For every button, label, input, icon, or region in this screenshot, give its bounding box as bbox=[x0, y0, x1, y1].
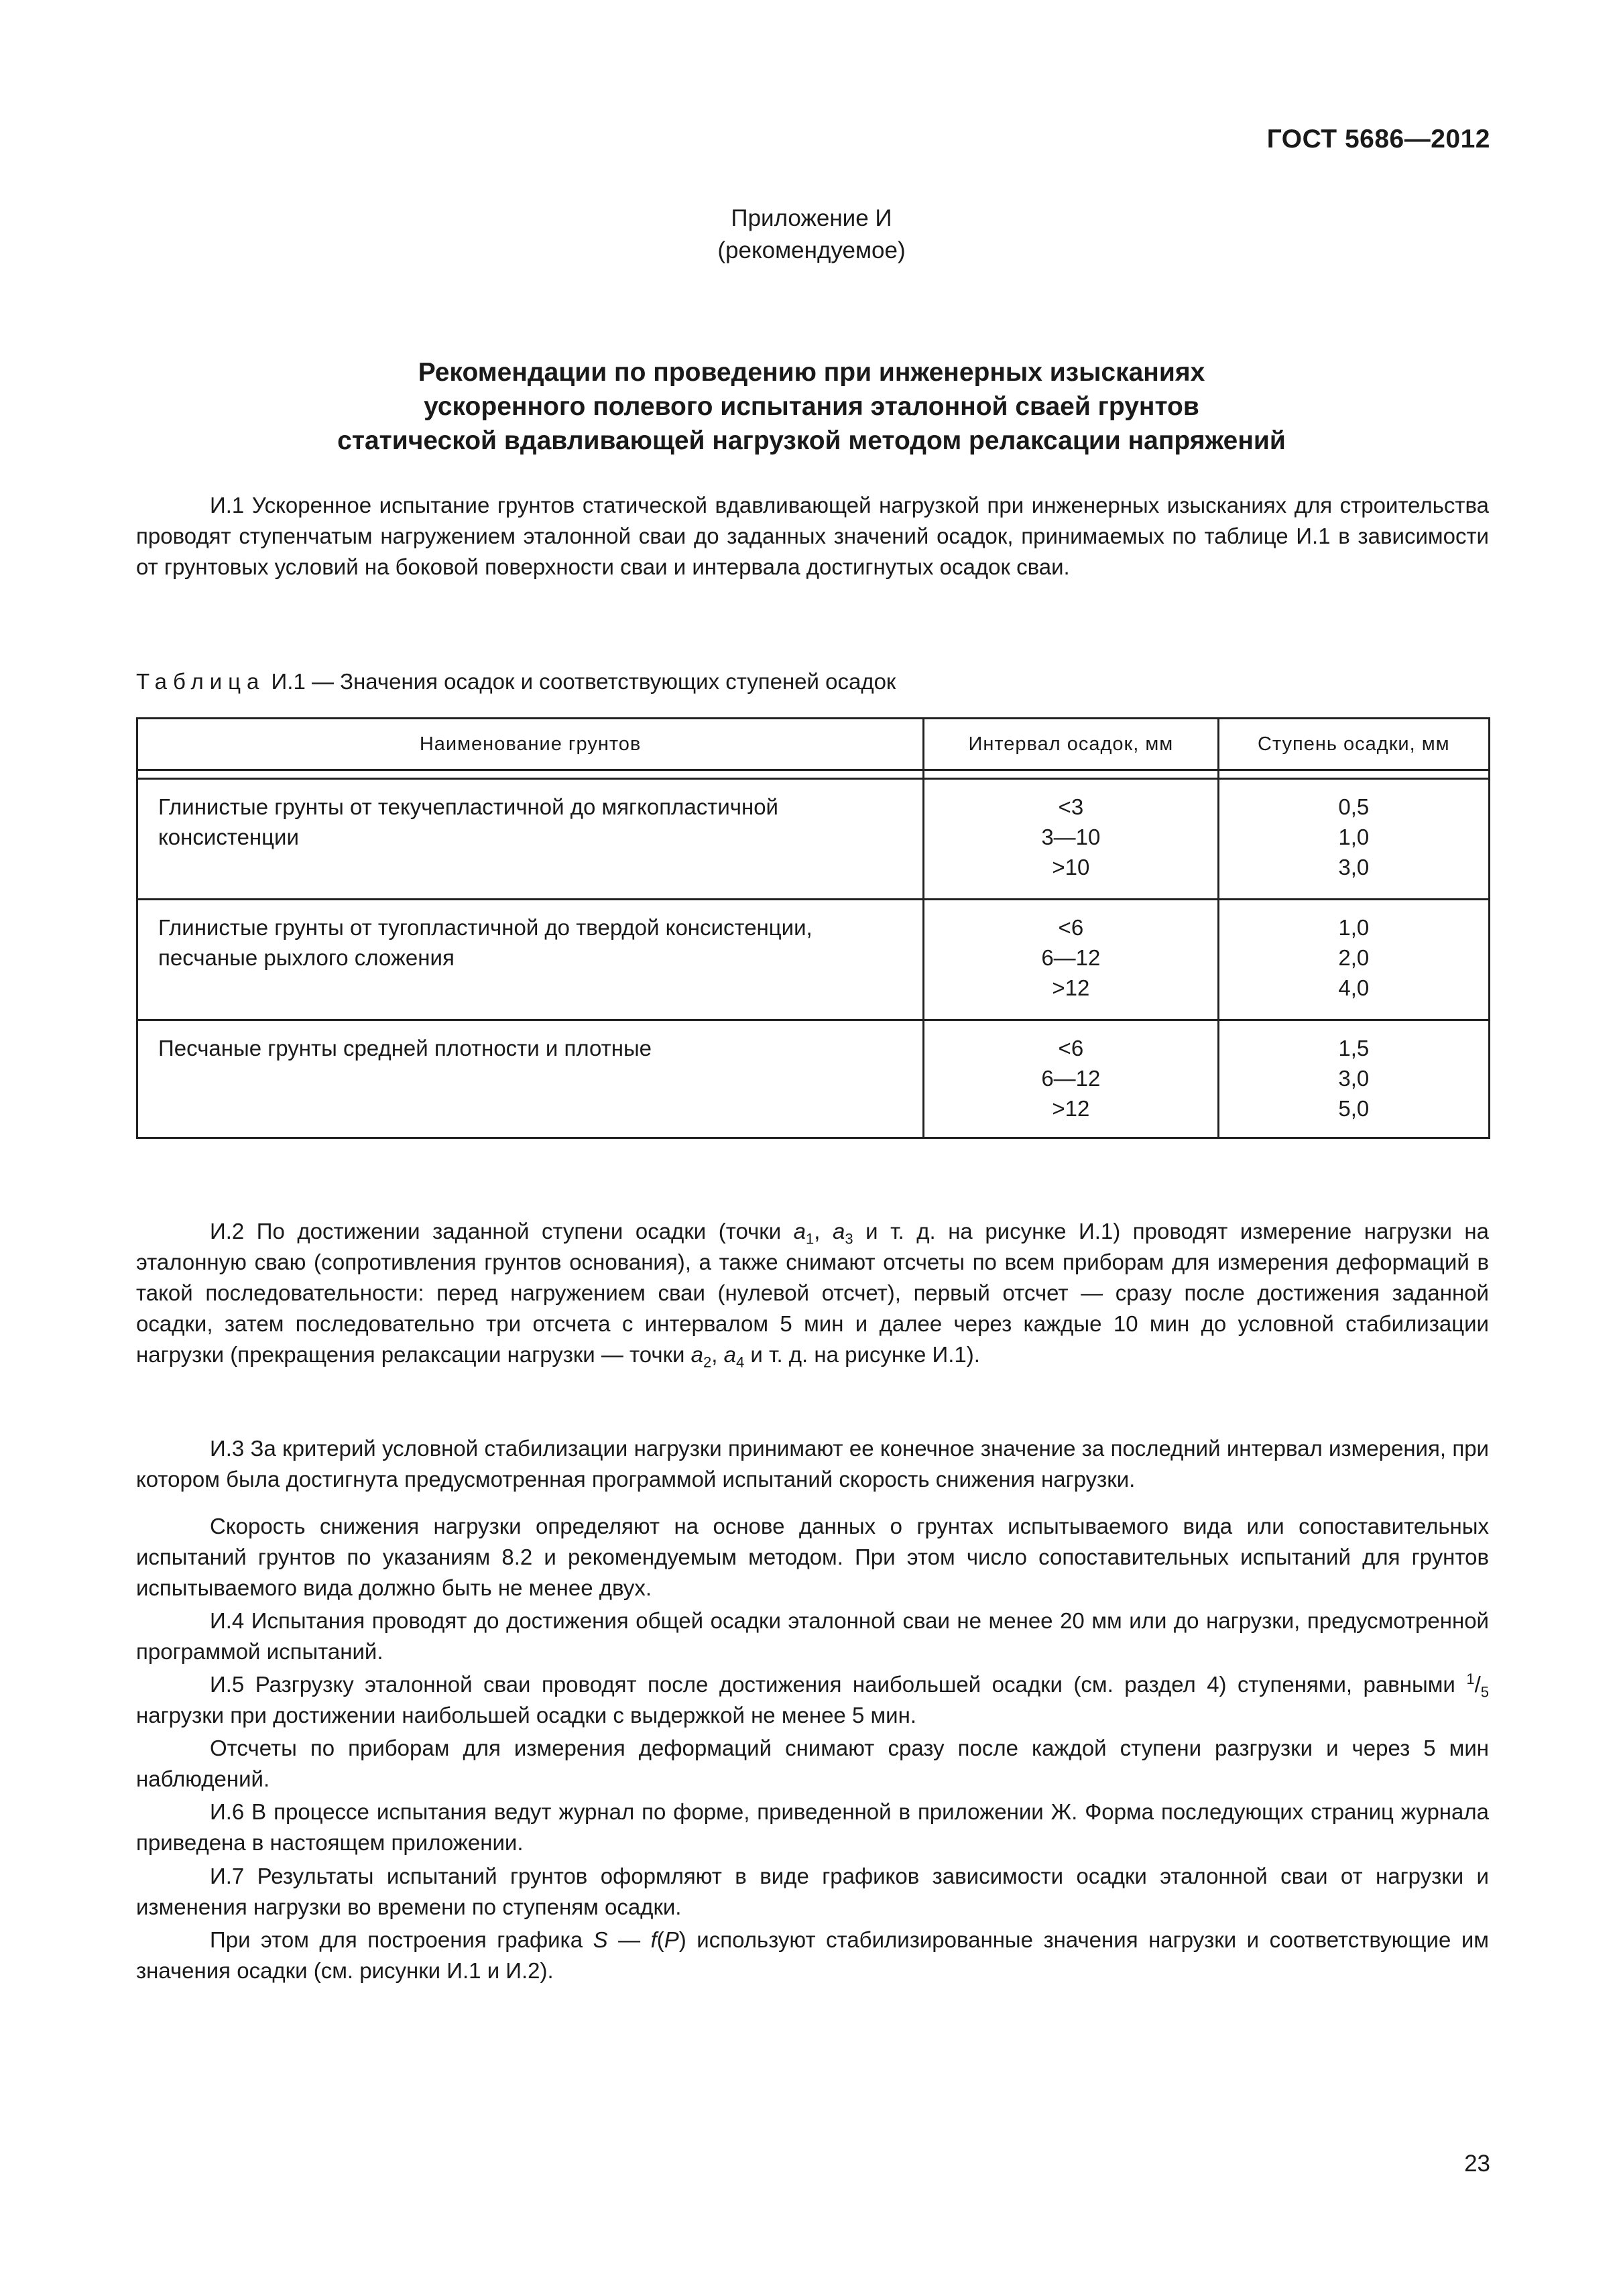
paragraph-i4-text: И.4 Испытания проводят до достижения общей осадки эталонной сваи не менее 20 мм или до нагрузки, предусмотренной программой испытаний. bbox=[136, 1608, 1489, 1664]
subscript: 3 bbox=[845, 1230, 853, 1248]
interval-value: <6 bbox=[1058, 1036, 1084, 1061]
fraction-numerator: 1 bbox=[1466, 1671, 1475, 1687]
text-run: и т. д. на рисунке И.1). bbox=[744, 1342, 980, 1367]
text-run: , bbox=[711, 1342, 724, 1367]
header-settlement-step: Ступень осадки, мм bbox=[1218, 719, 1489, 770]
interval-value: <3 bbox=[1058, 794, 1084, 819]
table-row bbox=[137, 1020, 1490, 1138]
step-cell bbox=[1218, 779, 1489, 900]
section-title-line-1: Рекомендации по проведению при инженерных изысканиях bbox=[418, 358, 1205, 387]
step-value: 1,0 bbox=[1338, 825, 1370, 849]
symbol-s: S bbox=[593, 1927, 608, 1952]
symbol-p: P bbox=[664, 1927, 679, 1952]
text-run: ( bbox=[656, 1927, 664, 1952]
paragraph-i2 bbox=[136, 1216, 1489, 1370]
interval-value: 6—12 bbox=[1041, 1066, 1101, 1091]
text-run: И.2 По достижении заданной ступени осадки (точки bbox=[210, 1219, 794, 1244]
paragraph-i7 bbox=[136, 1861, 1489, 1923]
interval-value: >12 bbox=[1052, 975, 1090, 1000]
paragraph-readings bbox=[136, 1733, 1489, 1795]
paragraph-i6-text: И.6 В процессе испытания ведут журнал по форме, приведенной в приложении Ж. Форма последующих страниц журнала приведена в настоящем приложении. bbox=[136, 1799, 1489, 1855]
paragraph-rate-text: Скорость снижения нагрузки определяют на основе данных о грунтах испытываемого вида или сопоставительных испытаний грунтов по указаниям 8.2 и рекомендуемым методом. При этом число сопоставительных испытаний для грунтов испытываемого вида должно быть не менее двух. bbox=[136, 1514, 1489, 1600]
text-run: — bbox=[607, 1927, 651, 1952]
point-symbol: a bbox=[690, 1342, 704, 1367]
appendix-type: (рекомендуемое) bbox=[717, 237, 906, 263]
table-caption-text: И.1 — Значения осадок и соответствующих ступеней осадок bbox=[265, 669, 896, 694]
step-value: 0,5 bbox=[1338, 794, 1370, 819]
point-symbol: a bbox=[793, 1219, 806, 1244]
paragraph-i7-text: И.7 Результаты испытаний грунтов оформляют в виде графиков зависимости осадки эталонной сваи от нагрузки и изменения нагрузки во времени по ступеням осадки. bbox=[136, 1864, 1489, 1919]
soil-name-cell: Глинистые грунты от тугопластичной до твердой консистенции, песчаные рыхлого сложения bbox=[137, 900, 924, 1020]
step-value: 1,5 bbox=[1338, 1036, 1370, 1061]
step-value: 4,0 bbox=[1338, 975, 1370, 1000]
table-header-row bbox=[137, 719, 1490, 770]
interval-value: 6—12 bbox=[1041, 945, 1101, 970]
step-value: 3,0 bbox=[1338, 1066, 1370, 1091]
text-run: и т. д. на рисунке И.1) проводят измерение нагрузки на эталонную сваю (сопротивления грунтов основания), а также снимают отсчеты по всем приборам для измерения деформаций в такой последовательности: перед нагружением сваи (нулевой отсчет), первый отсчет — сразу после достижения заданной осадки, затем последовательно три отсчета с интервалом 5 мин и далее через каждые 10 мин до условной стабилизации нагрузки (прекращения релаксации нагрузки — точки bbox=[136, 1219, 1489, 1367]
step-cell bbox=[1218, 1020, 1489, 1138]
step-value: 2,0 bbox=[1338, 945, 1370, 970]
appendix-title: Приложение И bbox=[731, 205, 892, 231]
table-row bbox=[137, 900, 1490, 1020]
paragraph-i4 bbox=[136, 1606, 1489, 1667]
text-run: , bbox=[814, 1219, 833, 1244]
symbol-f: f bbox=[650, 1927, 657, 1952]
soil-name-cell: Глинистые грунты от текучепластичной до мягкопластичной консистенции bbox=[137, 779, 924, 900]
table-caption bbox=[136, 669, 896, 694]
settlement-table bbox=[136, 717, 1490, 1139]
interval-value: >10 bbox=[1052, 855, 1090, 880]
interval-cell bbox=[924, 900, 1218, 1020]
text-run: При этом для построения графика bbox=[210, 1927, 593, 1952]
point-symbol: a bbox=[832, 1219, 845, 1244]
step-value: 1,0 bbox=[1338, 915, 1370, 940]
header-separator bbox=[137, 770, 1490, 779]
paragraph-i1-text: И.1 Ускоренное испытание грунтов статической вдавливающей нагрузкой при инженерных изысканиях для строительства проводят ступенчатым нагружением эталонной сваи до заданных значений осадок, принимаемых по таблице И.1 в зависимости от грунтовых условий на боковой поверхности сваи и интервала достигнутых осадок сваи. bbox=[136, 493, 1489, 579]
table-row bbox=[137, 779, 1490, 900]
subscript: 1 bbox=[806, 1230, 815, 1248]
step-cell bbox=[1218, 900, 1489, 1020]
step-value: 3,0 bbox=[1338, 855, 1370, 880]
header-settlement-interval: Интервал осадок, мм bbox=[924, 719, 1218, 770]
paragraph-i5 bbox=[136, 1669, 1489, 1731]
interval-cell bbox=[924, 1020, 1218, 1138]
subscript: 4 bbox=[735, 1353, 745, 1371]
section-title-line-3: статической вдавливающей нагрузкой методом релаксации напряжений bbox=[337, 426, 1286, 455]
interval-value: >12 bbox=[1052, 1096, 1090, 1121]
interval-value: 3—10 bbox=[1041, 825, 1101, 849]
point-symbol: a bbox=[723, 1342, 736, 1367]
text-run: нагрузки при достижении наибольшей осадки с выдержкой не менее 5 мин. bbox=[136, 1703, 916, 1728]
paragraph-rate bbox=[136, 1511, 1489, 1604]
fraction-slash: / bbox=[1474, 1672, 1481, 1697]
step-value: 5,0 bbox=[1338, 1096, 1370, 1121]
text-run: ) используют стабилизированные значения нагрузки и соответствующие им значения осадки (см. рисунки И.1 и И.2). bbox=[136, 1927, 1489, 1983]
text-run: И.5 Разгрузку эталонной сваи проводят после достижения наибольшей осадки (см. раздел 4) ступенями, равными bbox=[210, 1672, 1467, 1697]
table-caption-label: Таблица bbox=[136, 669, 265, 694]
document-code: ГОСТ 5686—2012 bbox=[1266, 125, 1490, 154]
paragraph-i3-text: И.3 За критерий условной стабилизации нагрузки принимают ее конечное значение за последний интервал измерения, при котором была достигнута предусмотренная программой испытаний скорость снижения нагрузки. bbox=[136, 1436, 1489, 1492]
paragraph-i1 bbox=[136, 490, 1489, 583]
soil-name-cell: Песчаные грунты средней плотности и плотные bbox=[137, 1020, 924, 1138]
fraction-denominator: 5 bbox=[1480, 1683, 1489, 1701]
page-number: 23 bbox=[1464, 2151, 1490, 2177]
interval-cell bbox=[924, 779, 1218, 900]
subscript: 2 bbox=[703, 1353, 712, 1371]
appendix-heading bbox=[0, 202, 1623, 267]
section-title bbox=[0, 355, 1623, 458]
section-title-line-2: ускоренного полевого испытания эталонной сваей грунтов bbox=[424, 392, 1199, 421]
paragraph-i3 bbox=[136, 1433, 1489, 1495]
paragraph-i6 bbox=[136, 1797, 1489, 1858]
paragraph-readings-text: Отсчеты по приборам для измерения деформаций снимают сразу после каждой ступени разгрузки и через 5 мин наблюдений. bbox=[136, 1736, 1489, 1791]
interval-value: <6 bbox=[1058, 915, 1084, 940]
paragraph-graph bbox=[136, 1925, 1489, 1986]
header-soil-name: Наименование грунтов bbox=[137, 719, 924, 770]
